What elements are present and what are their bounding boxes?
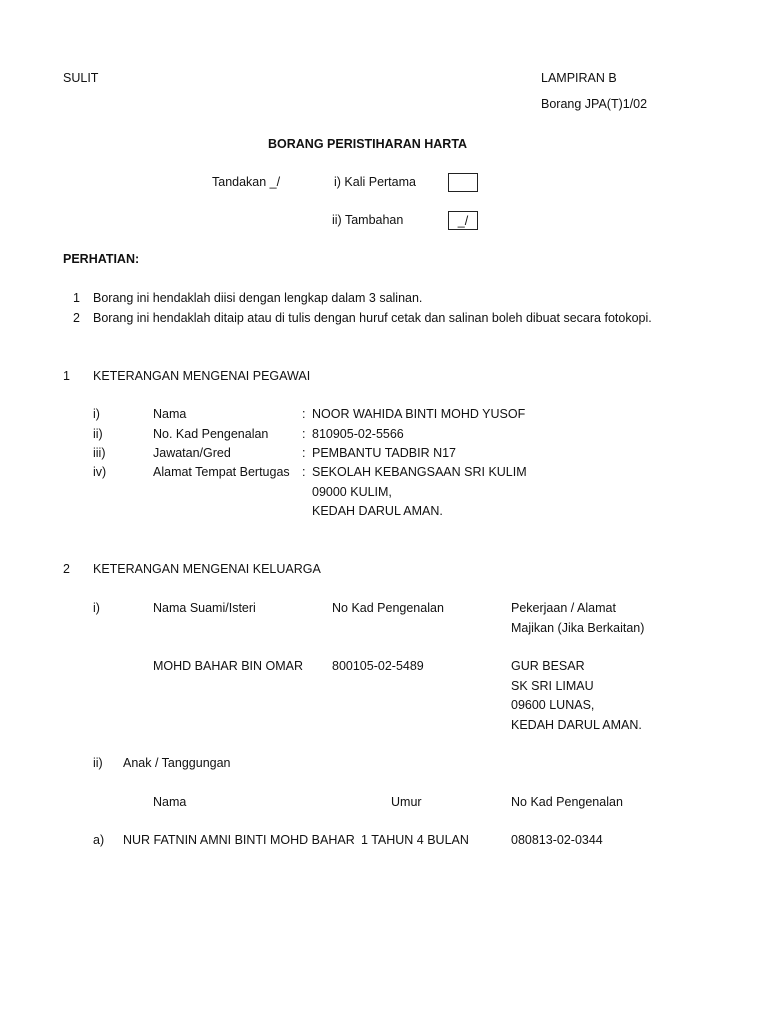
spouse-index: i) — [93, 601, 100, 615]
option-first-time-label: i) Kali Pertama — [334, 175, 416, 189]
officer-row-colon: : — [302, 446, 306, 460]
officer-row-index: iii) — [93, 446, 106, 460]
notice-heading: PERHATIAN: — [63, 252, 140, 266]
classification-label: SULIT — [63, 71, 99, 85]
checkbox-additional[interactable] — [448, 211, 478, 230]
child-row-index: a) — [93, 833, 105, 847]
children-index: ii) — [93, 756, 103, 770]
spouse-employer-header: Pekerjaan / Alamat — [511, 601, 616, 615]
checkbox-additional-mark: _/ — [457, 214, 469, 228]
officer-name-value: NOOR WAHIDA BINTI MOHD YUSOF — [312, 407, 526, 421]
section-2-number: 2 — [63, 562, 70, 576]
officer-row-label: Nama — [153, 407, 187, 421]
section-2-title: KETERANGAN MENGENAI KELUARGA — [93, 562, 321, 576]
officer-row-colon: : — [302, 465, 306, 479]
notice-item-number: 2 — [73, 311, 80, 325]
spouse-employer-header-line2: Majikan (Jika Berkaitan) — [511, 621, 645, 635]
officer-ic-value: 810905-02-5566 — [312, 427, 404, 441]
child-age-value: 1 TAHUN 4 BULAN — [361, 833, 469, 847]
form-code: Borang JPA(T)1/02 — [541, 97, 648, 111]
spouse-employer-line: KEDAH DARUL AMAN. — [511, 718, 642, 732]
spouse-employer-line: 09600 LUNAS, — [511, 698, 595, 712]
spouse-employer-line: SK SRI LIMAU — [511, 679, 594, 693]
officer-row-index: iv) — [93, 465, 107, 479]
section-1-number: 1 — [63, 369, 70, 383]
officer-row-colon: : — [302, 407, 306, 421]
spouse-ic-header: No Kad Pengenalan — [332, 601, 444, 615]
child-name-header: Nama — [153, 795, 187, 809]
notice-item-number: 1 — [73, 291, 80, 305]
child-ic-value: 080813-02-0344 — [511, 833, 603, 847]
officer-row-label: Jawatan/Gred — [153, 446, 231, 460]
spouse-name-header: Nama Suami/Isteri — [153, 601, 256, 615]
officer-workplace-value: SEKOLAH KEBANGSAAN SRI KULIM — [312, 465, 527, 479]
notice-item-text: Borang ini hendaklah ditaip atau di tulis dengan huruf cetak dan salinan boleh dibuat secara fotokopi. — [93, 311, 652, 325]
checkbox-first-time[interactable] — [448, 173, 478, 192]
officer-row-label: No. Kad Pengenalan — [153, 427, 269, 441]
officer-row-label: Alamat Tempat Bertugas — [153, 465, 290, 479]
officer-workplace-address-line: KEDAH DARUL AMAN. — [312, 504, 443, 518]
child-ic-header: No Kad Pengenalan — [511, 795, 623, 809]
notice-item-text: Borang ini hendaklah diisi dengan lengkap dalam 3 salinan. — [93, 291, 423, 305]
option-additional-label: ii) Tambahan — [332, 213, 404, 227]
officer-workplace-address-line: 09000 KULIM, — [312, 485, 392, 499]
officer-row-index: i) — [93, 407, 100, 421]
spouse-employer-line: GUR BESAR — [511, 659, 585, 673]
children-title: Anak / Tanggungan — [123, 756, 231, 770]
officer-position-value: PEMBANTU TADBIR N17 — [312, 446, 457, 460]
child-name-value: NUR FATNIN AMNI BINTI MOHD BAHAR — [123, 833, 355, 847]
attachment-label: LAMPIRAN B — [541, 71, 617, 85]
spouse-name-value: MOHD BAHAR BIN OMAR — [153, 659, 304, 673]
officer-row-colon: : — [302, 427, 306, 441]
officer-row-index: ii) — [93, 427, 103, 441]
tandakan-label: Tandakan _/ — [212, 175, 281, 189]
spouse-ic-value: 800105-02-5489 — [332, 659, 424, 673]
child-age-header: Umur — [391, 795, 422, 809]
section-1-title: KETERANGAN MENGENAI PEGAWAI — [93, 369, 311, 383]
form-title: BORANG PERISTIHARAN HARTA — [268, 137, 468, 151]
